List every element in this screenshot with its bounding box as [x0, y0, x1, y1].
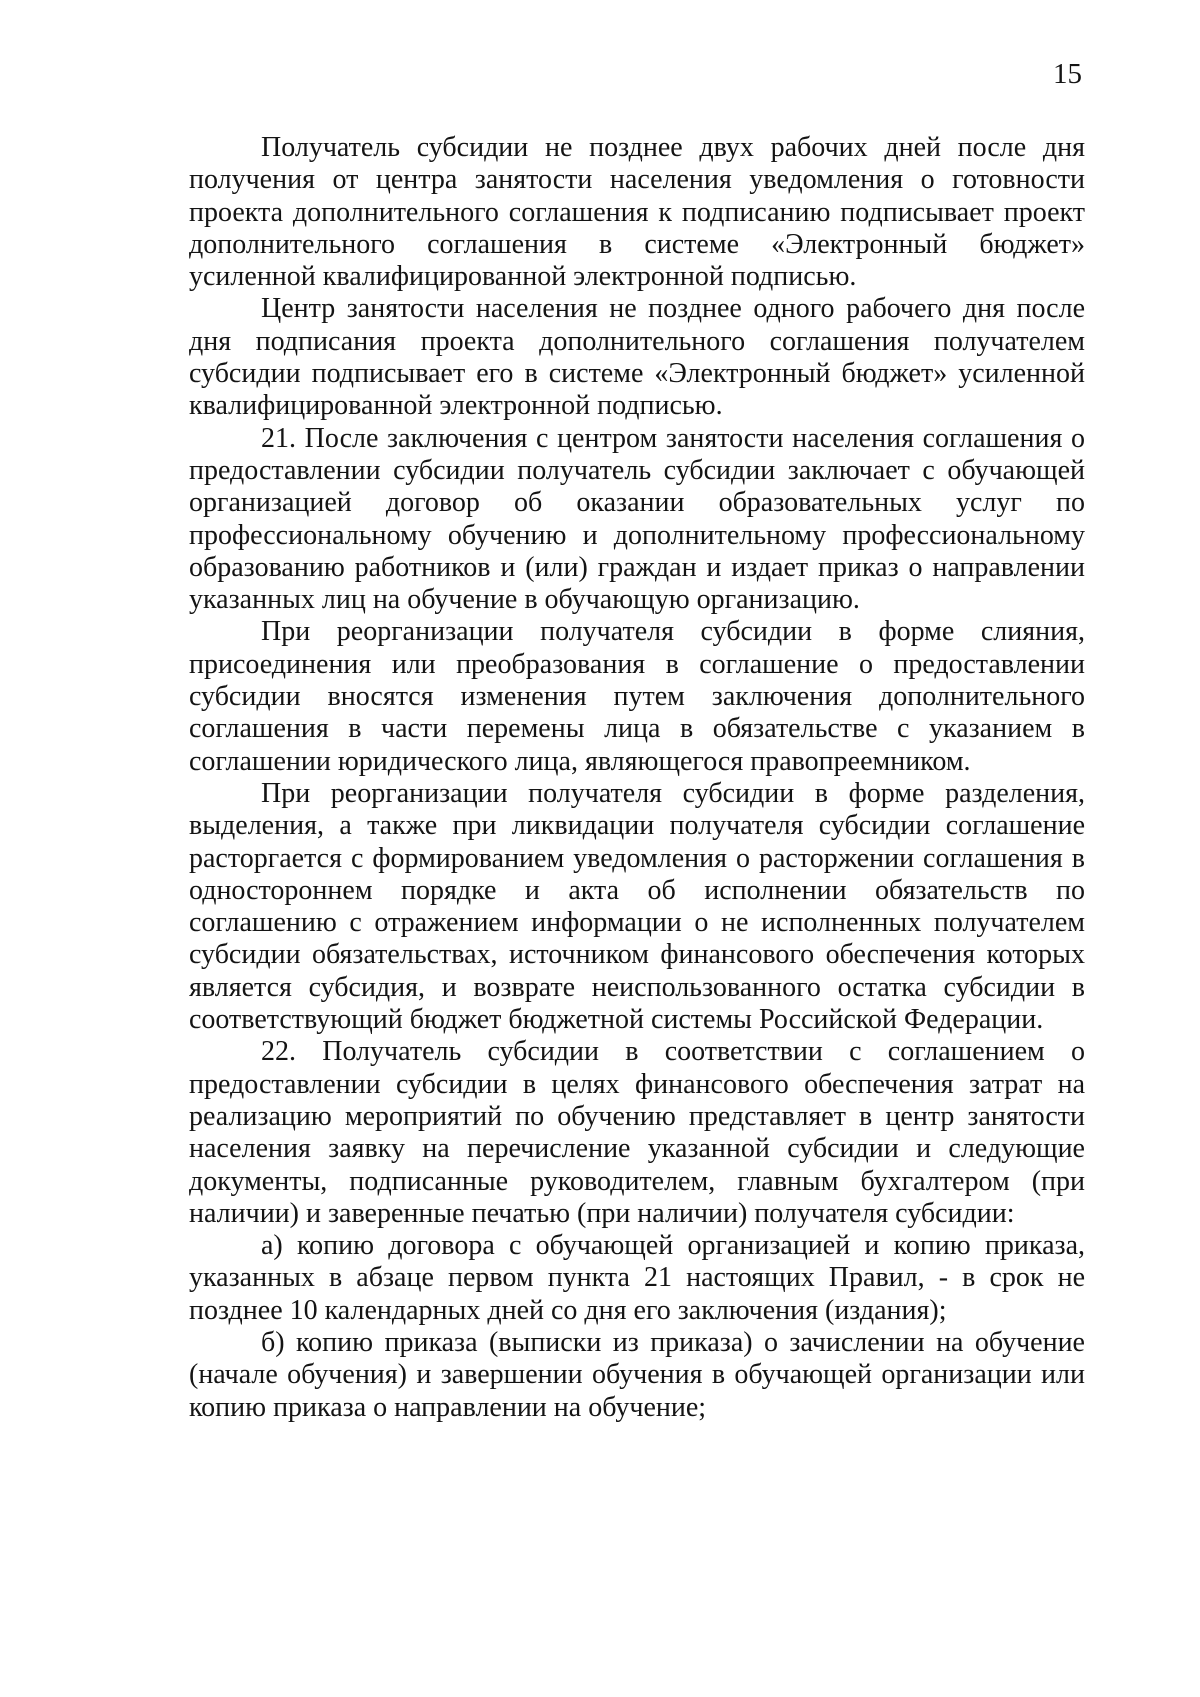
list-item-a-contract-copy: а) копию договора с обучающей организацией и копию приказа, указанных в абзаце первом пункта 21 настоящих Правил, - в срок не позднее 10 календарных дней со дня его заключения (издания);: [189, 1230, 1085, 1326]
paragraph-reorganization-division-liquidation: При реорганизации получателя субсидии в форме разделения, выделения, а также при ликвидации получателя субсидии соглашение расторгается с формированием уведомления о расторжении соглашения в одностороннем порядке и акта об исполнении обязательств по соглашению с отражением информации о не исполненных получателем субсидии обязательствах, источником финансового обеспечения которых является субсидия, и возврате неиспользованного остатка субсидии в соответствующий бюджет бюджетной системы Российской Федерации.: [189, 777, 1085, 1036]
paragraph-reorganization-merger: При реорганизации получателя субсидии в форме слияния, присоединения или преобразования в соглашение о предоставлении субсидии вносятся изменения путем заключения дополнительного соглашения в части перемены лица в обязательстве с указанием в соглашении юридического лица, являющегося правопреемником.: [189, 616, 1085, 777]
list-item-b-order-copy: б) копию приказа (выписки из приказа) о зачислении на обучение (начале обучения) и завершении обучения в обучающей организации или копию приказа о направлении на обучение;: [189, 1326, 1085, 1423]
paragraph-employment-center-signs: Центр занятости населения не позднее одного рабочего дня после дня подписания проекта дополнительного соглашения получателем субсидии подписывает его в системе «Электронный бюджет» усиленной квалифицированной электронной подписью.: [189, 293, 1085, 422]
paragraph-item-22-documents-submission: 22. Получатель субсидии в соответствии с соглашением о предоставлении субсидии в целях финансового обеспечения затрат на реализацию мероприятий по обучению представляет в центр занятости населения заявку на перечисление указанной субсидии и следующие документы, подписанные руководителем, главным бухгалтером (при наличии) и заверенные печатью (при наличии) получателя субсидии:: [189, 1036, 1085, 1229]
document-body: [189, 132, 1085, 1424]
page-number: 15: [1053, 58, 1082, 90]
paragraph-recipient-signs-additional-agreement: Получатель субсидии не позднее двух рабочих дней после дня получения от центра занятости населения уведомления о готовности проекта дополнительного соглашения к подписанию подписывает проект дополнительного соглашения в системе «Электронный бюджет» усиленной квалифицированной электронной подписью.: [189, 132, 1085, 293]
paragraph-item-21-training-contract: 21. После заключения с центром занятости населения соглашения о предоставлении субсидии получатель субсидии заключает с обучающей организацией договор об оказании образовательных услуг по профессиональному обучению и дополнительному профессиональному образованию работников и (или) граждан и издает приказ о направлении указанных лиц на обучение в обучающую организацию.: [189, 422, 1085, 616]
